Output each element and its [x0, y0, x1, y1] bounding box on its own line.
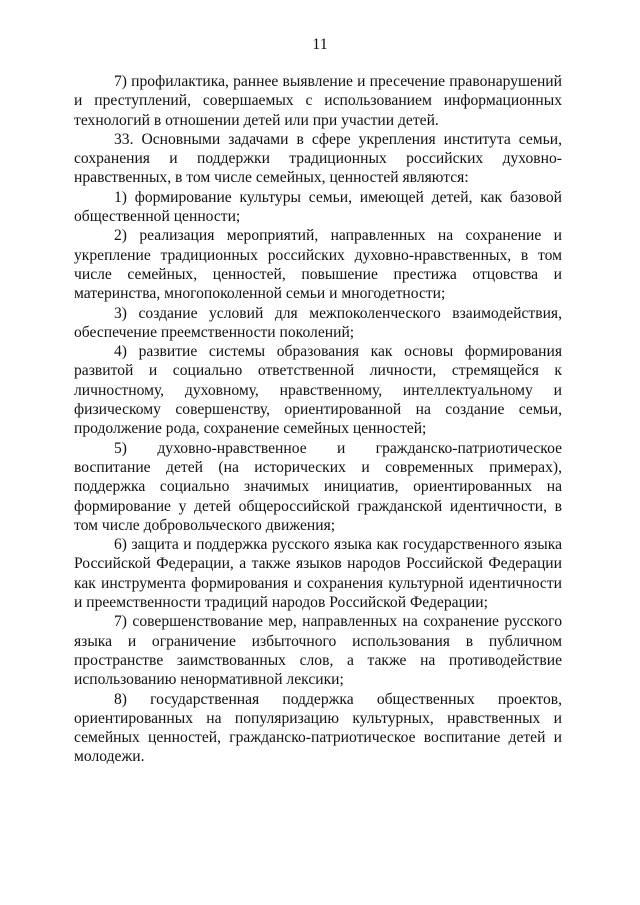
paragraph-33-intro: 33. Основными задачами в сфере укрепления института семьи, сохранения и поддержки традиционных российских духовно-нравственных, в том числе семейных, ценностей являются:: [74, 130, 562, 187]
paragraph-item-4: 4) развитие системы образования как основы формирования развитой и социально ответственной личности, стремящейся к личностному, духовному, нравственному, интеллектуальному и физическому совершенству, ориентированной на создание семьи, продолжение рода, сохранение семейных ценностей;: [74, 343, 562, 438]
paragraph-item-6: 6) защита и поддержка русского языка как государственного языка Российской Федерации, а также языков народов Российской Федерации как инструмента формирования и сохранения культурной идентичности и преемственности традиций народов Российской Федерации;: [74, 536, 562, 612]
paragraph-item-8: 8) государственная поддержка общественных проектов, ориентированных на популяризацию культурных, нравственных и семейных ценностей, гражданско-патриотическое воспитание детей и молодежи.: [74, 690, 562, 766]
paragraph-item-1: 1) формирование культуры семьи, имеющей детей, как базовой общественной ценности;: [74, 188, 562, 226]
document-body: [74, 72, 562, 767]
page-number: 11: [312, 36, 328, 53]
paragraph-item-5: 5) духовно-нравственное и гражданско-патриотическое воспитание детей (на исторических и современных примерах), поддержка социально значимых инициатив, ориентированных на формирование у детей общероссийской гражданской идентичности, в том числе добровольческого движения;: [74, 439, 562, 534]
paragraph-item-2: 2) реализация мероприятий, направленных на сохранение и укрепление традиционных российских духовно-нравственных, в том числе семейных, ценностей, повышение престижа отцовства и материнства, многопоколенной семьи и многодетности;: [74, 227, 562, 303]
paragraph-item-3: 3) создание условий для межпоколенческого взаимодействия, обеспечение преемственности поколений;: [74, 304, 562, 341]
paragraph-item-7: 7) совершенствование мер, направленных на сохранение русского языка и ограничение избыточного использования в публичном пространстве заимствованных слов, а также на противодействие использованию ненормативной лексики;: [74, 613, 562, 689]
paragraph-item-7-prevention: 7) профилактика, раннее выявление и пресечение правонарушений и преступлений, совершаемых с использованием информационных технологий в отношении детей или при участии детей.: [74, 73, 562, 129]
